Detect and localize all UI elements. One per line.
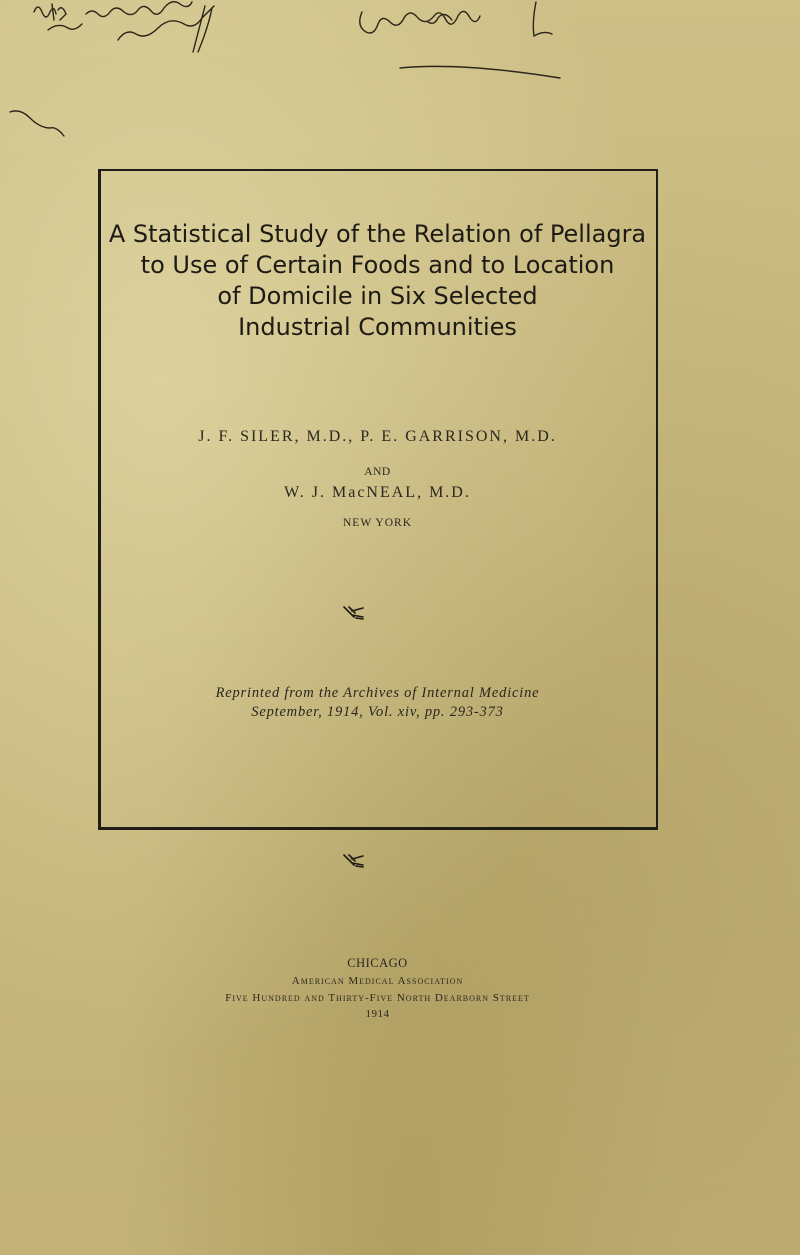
title-line-4: Industrial Communities <box>238 313 517 341</box>
authors-conjunction: AND <box>364 466 391 478</box>
title-line-3: of Domicile in Six Selected <box>217 282 538 310</box>
authors-line-2: W. J. MacNEAL, M.D. <box>284 484 471 501</box>
title-line-1: A Statistical Study of the Relation of Pellagra <box>108 220 647 248</box>
publisher-city: CHICAGO <box>347 956 408 970</box>
publication-year: 1914 <box>365 1008 390 1020</box>
authors-city: NEW YORK <box>342 517 412 529</box>
reprint-citation: September, 1914, Vol. xiv, pp. 293-373 <box>251 704 504 720</box>
ornament-icon-2 <box>343 853 365 869</box>
publisher-name: American Medical Association <box>291 975 464 987</box>
authors-line-1: J. F. SILER, M.D., P. E. GARRISON, M.D. <box>198 428 557 445</box>
ornament-icon <box>343 605 365 621</box>
reprint-source: Reprinted from the Archives of Internal Medicine <box>215 685 540 701</box>
handwritten-inscription <box>0 0 800 170</box>
title-line-2: to Use of Certain Foods and to Location <box>140 251 615 279</box>
publisher-address: Five Hundred and Thirty-Five North Dearborn Street <box>225 992 530 1004</box>
document-title <box>100 219 655 343</box>
